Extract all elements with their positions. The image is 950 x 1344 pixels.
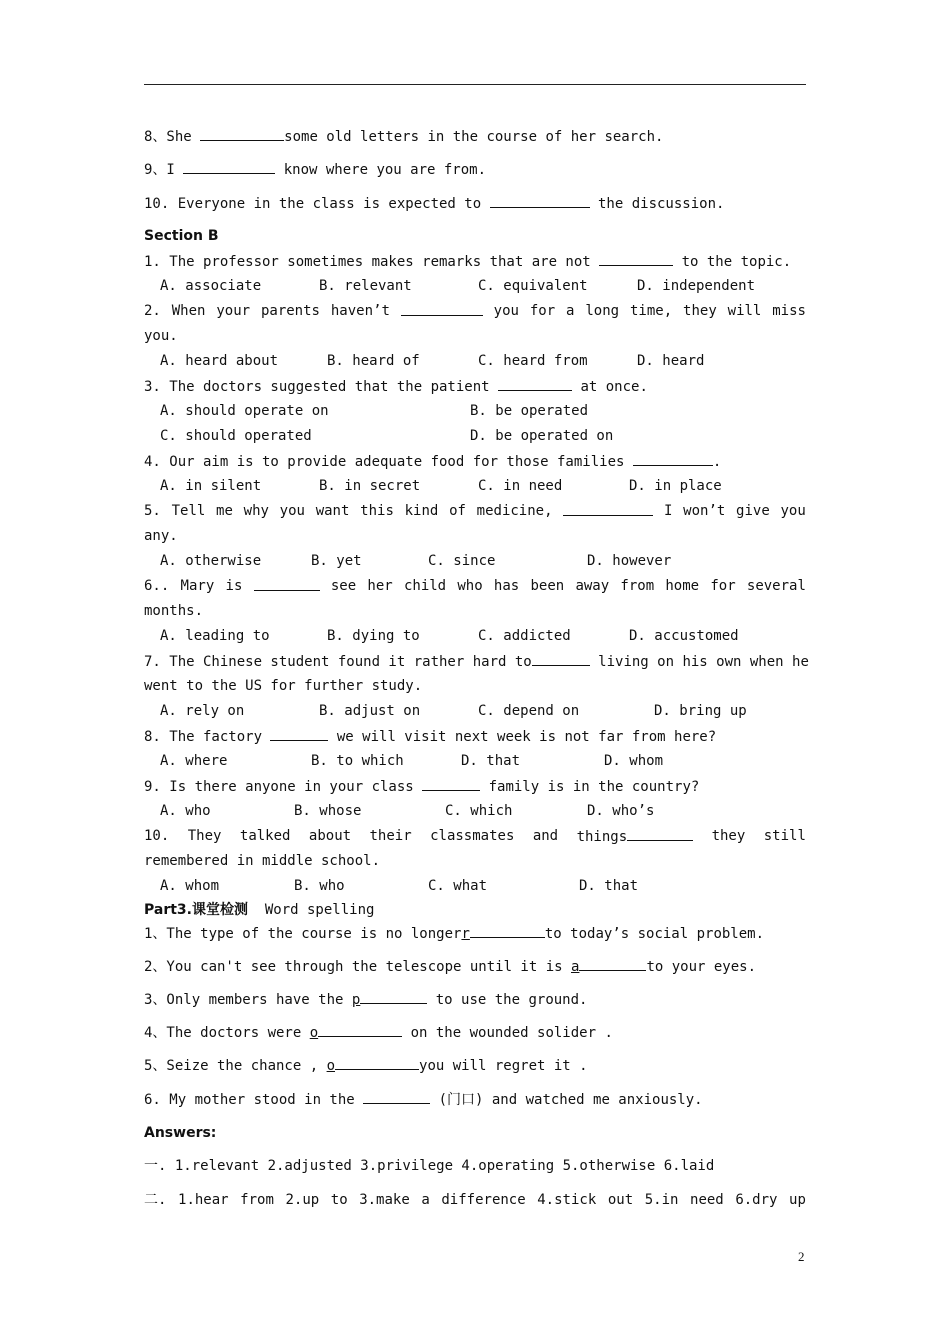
mcq-5: 5. Tell me why you want this kind of medicine, I won’t give you <box>144 503 806 519</box>
question-8: 8、She some old letters in the course of her search. <box>144 126 663 147</box>
option: A. associate <box>160 278 262 294</box>
option: B. relevant <box>319 278 412 294</box>
option: A. whom <box>160 878 220 894</box>
answer-blank <box>363 1089 430 1104</box>
option: B. yet <box>311 553 362 569</box>
option: C. heard from <box>478 353 588 369</box>
header-rule <box>144 84 806 85</box>
answers-heading: Answers: <box>144 1125 217 1141</box>
section-b-heading: Section B <box>144 228 219 244</box>
answer-blank <box>498 376 572 391</box>
answers-line-1: 一. 1.relevant 2.adjusted 3.privilege 4.operating 5.otherwise 6.laid <box>144 1158 715 1174</box>
option: B. who <box>294 878 345 894</box>
mcq-7: 7. The Chinese student found it rather hard to living on his own when he <box>144 651 809 672</box>
answers-line-2: 二. 1.hear from 2.up to 3.make a difference 4.stick out 5.in need 6.dry up <box>144 1192 806 1208</box>
answer-blank <box>490 193 590 208</box>
mcq-4: 4. Our aim is to provide adequate food for those families . <box>144 451 721 472</box>
mcq-6: 6.. Mary is see her child who has been away from home for several <box>144 578 806 594</box>
option: A. where <box>160 753 228 769</box>
mcq-1: 1. The professor sometimes makes remarks that are not to the topic. <box>144 251 791 272</box>
option: D. however <box>587 553 672 569</box>
option: C. addicted <box>478 628 571 644</box>
answer-blank <box>633 451 713 466</box>
option: C. what <box>428 878 488 894</box>
question-10: 10. Everyone in the class is expected to the discussion. <box>144 193 724 214</box>
spelling-item-5: 5、Seize the chance , o you will regret it . <box>144 1055 588 1076</box>
option: D. whom <box>604 753 664 769</box>
answer-blank <box>360 989 427 1004</box>
spelling-item-3: 3、Only members have the p to use the ground. <box>144 989 587 1010</box>
option: D. be operated on <box>470 428 614 444</box>
answer-blank <box>318 1022 402 1037</box>
option: B. dying to <box>327 628 420 644</box>
option: B. be operated <box>470 403 589 419</box>
option: C. depend on <box>478 703 580 719</box>
mcq-8: 8. The factory we will visit next week is not far from here? <box>144 726 716 747</box>
option: B. heard of <box>327 353 420 369</box>
answer-blank <box>627 826 693 841</box>
spelling-item-4: 4、The doctors were o on the wounded solider . <box>144 1022 613 1043</box>
option: B. adjust on <box>319 703 421 719</box>
option: D. bring up <box>654 703 747 719</box>
option: B. to which <box>311 753 404 769</box>
option: A. in silent <box>160 478 262 494</box>
answer-blank <box>200 126 284 141</box>
answer-blank <box>470 923 545 938</box>
option: B. whose <box>294 803 362 819</box>
option: C. equivalent <box>478 278 588 294</box>
answer-blank <box>401 301 483 316</box>
answer-blank <box>579 956 646 971</box>
option: C. which <box>445 803 513 819</box>
option: D. who’s <box>587 803 655 819</box>
question-9: 9、I know where you are from. <box>144 159 486 180</box>
option: A. heard about <box>160 353 279 369</box>
option: A. rely on <box>160 703 245 719</box>
spelling-item-6: 6. My mother stood in the (门口) and watched me anxiously. <box>144 1089 703 1110</box>
mcq-10: 10. They talked about their classmates and things they still <box>144 828 806 845</box>
option: D. in place <box>629 478 722 494</box>
mcq-3: 3. The doctors suggested that the patient at once. <box>144 376 648 397</box>
part3-heading: Part3.课堂检测 Word spelling <box>144 902 375 918</box>
option: D. heard <box>637 353 705 369</box>
option: A. who <box>160 803 211 819</box>
option: C. in need <box>478 478 563 494</box>
option: C. should operated <box>160 428 312 444</box>
option: D. independent <box>637 278 756 294</box>
option: D. accustomed <box>629 628 739 644</box>
option: A. leading to <box>160 628 270 644</box>
option: D. that <box>461 753 521 769</box>
answer-blank <box>563 501 653 516</box>
answer-blank <box>532 651 590 666</box>
option: A. otherwise <box>160 553 262 569</box>
answer-blank <box>183 159 275 174</box>
mcq-9: 9. Is there anyone in your class family is in the country? <box>144 776 699 797</box>
answer-blank <box>335 1055 419 1070</box>
page-number: 2 <box>798 1249 805 1264</box>
option: D. that <box>579 878 639 894</box>
option: A. should operate on <box>160 403 329 419</box>
answer-blank <box>254 576 320 591</box>
answer-blank <box>599 251 673 266</box>
answer-blank <box>270 726 328 741</box>
answer-blank <box>422 776 480 791</box>
option: B. in secret <box>319 478 421 494</box>
mcq-2: 2. When your parents haven’t you for a long time, they will miss <box>144 303 806 319</box>
option: C. since <box>428 553 496 569</box>
spelling-item-1: 1、The type of the course is no longerr to today’s social problem. <box>144 923 764 944</box>
spelling-item-2: 2、You can't see through the telescope until it is a to your eyes. <box>144 956 756 977</box>
